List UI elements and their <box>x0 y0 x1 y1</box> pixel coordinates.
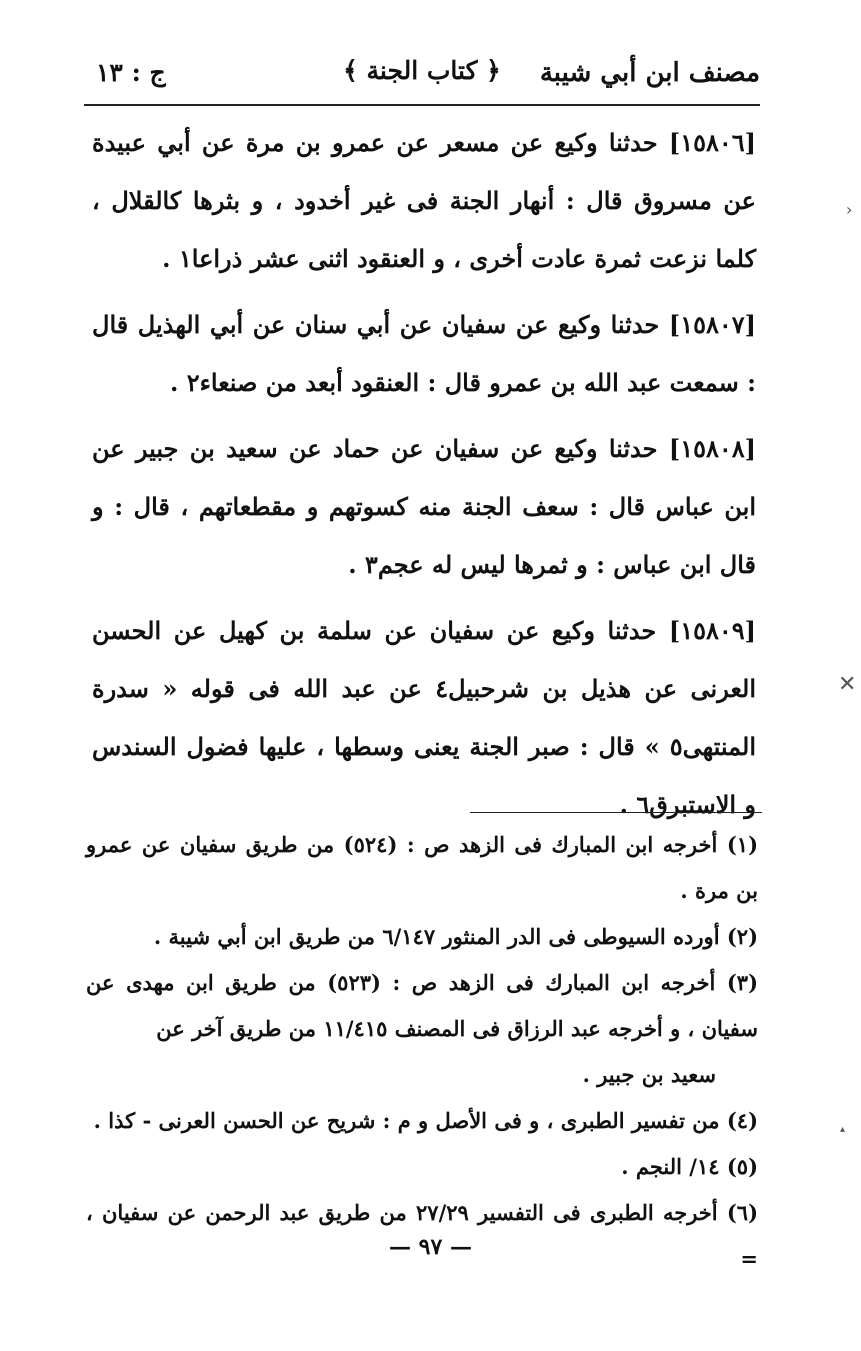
header-rule <box>84 104 760 106</box>
hadith-15808: [١٥٨٠٨] حدثنا وكيع عن سفيان عن حماد عن سعيد بن جبير عن ابن عباس قال : سعف الجنة منه كسوتهم و مقطعاتهم ، قال : و قال ابن عباس : و ثمرها ليس له عجم٣ . <box>92 434 756 579</box>
footnote-5: (٥) ١٤/ النجم . <box>621 1154 758 1179</box>
scan-cross-icon: ✕ <box>838 672 857 697</box>
page-number: — ٩٧ — <box>389 1234 472 1260</box>
footnote-6: (٦) أخرجه الطبرى فى التفسير ٢٧/٢٩ من طريق عبد الرحمن عن سفيان ، = <box>86 1200 758 1271</box>
scan-dot-icon: ▴ <box>840 1124 846 1135</box>
footnote-3-continued: سعيد بن جبير . <box>582 1062 716 1087</box>
hadith-15807: [١٥٨٠٧] حدثنا وكيع عن سفيان عن أبي سنان عن أبي الهذيل قال : سمعت عبد الله بن عمرو قال : العنقود أبعد من صنعاء٢ . <box>92 310 756 397</box>
footnote-rule <box>470 812 762 813</box>
main-text <box>92 114 756 842</box>
footnote-4: (٤) من تفسير الطبرى ، و فى الأصل و م : شريح عن الحسن العرنى - كذا . <box>93 1108 758 1133</box>
scan-mark-icon: › <box>846 200 853 219</box>
footnote-3: (٣) أخرجه ابن المبارك فى الزهد ص : (٥٢٣) من طريق ابن مهدى عن سفيان ، و أخرجه عبد الرزاق فى المصنف ١١/٤١٥ من طريق آخر عن <box>86 970 758 1041</box>
hadith-15806: [١٥٨٠٦] حدثنا وكيع عن مسعر عن عمرو بن مرة عن أبي عبيدة عن مسروق قال : أنهار الجنة فى غير أخدود ، و بثرها كالقلال ، كلما نزعت ثمرة عادت أخرى ، و العنقود اثنى عشر ذراعا١ . <box>92 128 756 273</box>
page-header <box>84 52 760 96</box>
volume-number: ج : ١٣ <box>96 58 166 87</box>
footnotes <box>86 822 758 1282</box>
book-title: مصنف ابن أبي شيبة <box>539 58 760 88</box>
hadith-15809: [١٥٨٠٩] حدثنا وكيع عن سفيان عن سلمة بن كهيل عن الحسن العرنى عن هذيل بن شرحبيل٤ عن عبد الله فى قوله « سدرة المنتهى٥ » قال : صبر الجنة يعنى وسطها ، عليها فضول السندس و الاستبرق٦ . <box>92 616 757 819</box>
chapter-title: ﴿ كتاب الجنة ﴾ <box>343 56 501 85</box>
footnote-1: (١) أخرجه ابن المبارك فى الزهد ص : (٥٢٤) من طريق سفيان عن عمرو بن مرة . <box>86 832 758 903</box>
footnote-2: (٢) أورده السيوطى فى الدر المنثور ٦/١٤٧ من طريق ابن أبي شيبة . <box>153 924 758 949</box>
